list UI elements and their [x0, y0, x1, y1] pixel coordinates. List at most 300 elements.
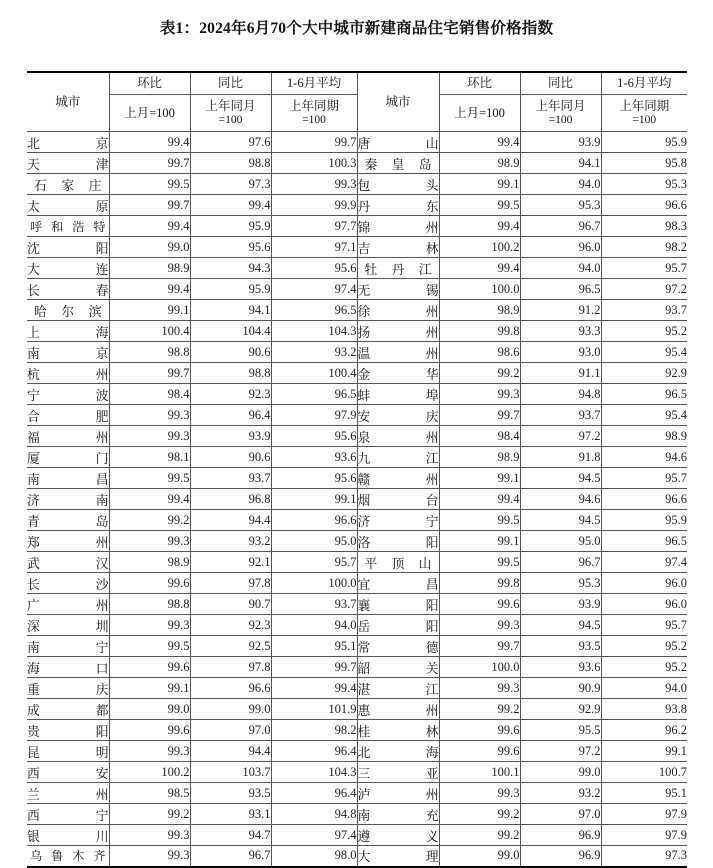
city-name-right: 扬州 — [357, 321, 439, 342]
city-name-right: 丹东 — [357, 195, 439, 216]
table-row — [27, 321, 687, 342]
avg-value-left: 96.4 — [271, 741, 357, 762]
avg-value-right: 98.9 — [601, 426, 687, 447]
table-row — [27, 741, 687, 762]
table-row — [27, 615, 687, 636]
city-name-right: 平顶山 — [357, 552, 439, 573]
yoy-value-left: 90.6 — [190, 342, 271, 363]
avg-value-left: 100.3 — [271, 153, 357, 174]
avg-value-right: 95.2 — [601, 636, 687, 657]
table-row — [27, 342, 687, 363]
city-name-left: 银川 — [27, 825, 109, 846]
mom-value-left: 99.1 — [109, 678, 190, 699]
yoy-value-left: 99.4 — [190, 195, 271, 216]
yoy-value-right: 93.5 — [520, 636, 601, 657]
yoy-value-left: 93.7 — [190, 468, 271, 489]
mom-value-right: 98.9 — [439, 300, 520, 321]
header-base-yoy-left-line2: =100 — [218, 113, 243, 126]
yoy-value-right: 91.1 — [520, 363, 601, 384]
yoy-value-right: 96.7 — [520, 216, 601, 237]
city-name-right: 牡丹江 — [357, 258, 439, 279]
avg-value-right: 96.0 — [601, 573, 687, 594]
yoy-value-right: 99.0 — [520, 762, 601, 783]
avg-value-right: 98.2 — [601, 237, 687, 258]
avg-value-right: 95.8 — [601, 153, 687, 174]
avg-value-right: 95.3 — [601, 174, 687, 195]
avg-value-left: 95.1 — [271, 636, 357, 657]
avg-value-left: 99.1 — [271, 489, 357, 510]
avg-value-right: 95.4 — [601, 342, 687, 363]
mom-value-right: 99.4 — [439, 258, 520, 279]
avg-value-right: 95.7 — [601, 468, 687, 489]
mom-value-left: 98.5 — [109, 783, 190, 804]
city-name-right: 泉州 — [357, 426, 439, 447]
mom-value-right: 99.3 — [439, 678, 520, 699]
yoy-value-right: 94.5 — [520, 468, 601, 489]
city-name-left: 南昌 — [27, 468, 109, 489]
header-base-mom-left: 上月=100 — [109, 95, 190, 132]
avg-value-right: 93.8 — [601, 699, 687, 720]
city-name-right: 北海 — [357, 741, 439, 762]
mom-value-right: 99.1 — [439, 468, 520, 489]
mom-value-left: 99.4 — [109, 279, 190, 300]
yoy-value-right: 91.2 — [520, 300, 601, 321]
avg-value-right: 98.3 — [601, 216, 687, 237]
yoy-value-left: 96.4 — [190, 405, 271, 426]
city-name-left: 杭州 — [27, 363, 109, 384]
city-name-right: 金华 — [357, 363, 439, 384]
city-name-right: 烟台 — [357, 489, 439, 510]
avg-value-right: 96.5 — [601, 531, 687, 552]
city-name-left: 大连 — [27, 258, 109, 279]
yoy-value-right: 94.6 — [520, 489, 601, 510]
mom-value-right: 99.4 — [439, 132, 520, 153]
table-row — [27, 195, 687, 216]
city-name-right: 泸州 — [357, 783, 439, 804]
avg-value-right: 94.0 — [601, 678, 687, 699]
table-row — [27, 846, 687, 867]
yoy-value-right: 94.8 — [520, 384, 601, 405]
mom-value-right: 99.3 — [439, 615, 520, 636]
mom-value-right: 98.9 — [439, 153, 520, 174]
mom-value-left: 99.4 — [109, 132, 190, 153]
mom-value-left: 99.5 — [109, 468, 190, 489]
yoy-value-right: 90.9 — [520, 678, 601, 699]
yoy-value-left: 98.8 — [190, 153, 271, 174]
table-row — [27, 636, 687, 657]
yoy-value-right: 94.0 — [520, 258, 601, 279]
yoy-value-right: 96.0 — [520, 237, 601, 258]
table-row — [27, 825, 687, 846]
mom-value-left: 98.4 — [109, 384, 190, 405]
city-name-right: 湛江 — [357, 678, 439, 699]
table-row — [27, 573, 687, 594]
mom-value-right: 99.1 — [439, 174, 520, 195]
mom-value-right: 100.2 — [439, 237, 520, 258]
mom-value-left: 99.6 — [109, 657, 190, 678]
table-row — [27, 447, 687, 468]
city-name-right: 洛阳 — [357, 531, 439, 552]
mom-value-right: 99.5 — [439, 195, 520, 216]
table-row — [27, 300, 687, 321]
avg-value-left: 98.0 — [271, 846, 357, 867]
mom-value-left: 98.8 — [109, 594, 190, 615]
mom-value-right: 99.8 — [439, 321, 520, 342]
mom-value-left: 99.2 — [109, 804, 190, 825]
city-name-right: 大理 — [357, 846, 439, 867]
yoy-value-left: 96.7 — [190, 846, 271, 867]
mom-value-right: 99.6 — [439, 720, 520, 741]
yoy-value-right: 93.9 — [520, 132, 601, 153]
city-name-left: 上海 — [27, 321, 109, 342]
header-base-avg-left — [271, 95, 357, 132]
city-name-left: 武汉 — [27, 552, 109, 573]
city-name-left: 南京 — [27, 342, 109, 363]
city-name-right: 温州 — [357, 342, 439, 363]
city-name-right: 南充 — [357, 804, 439, 825]
header-base-yoy-left-line1: 上年同月 — [205, 98, 256, 113]
header-base-mom-right: 上月=100 — [439, 95, 520, 132]
city-name-right: 韶关 — [357, 657, 439, 678]
yoy-value-left: 94.4 — [190, 741, 271, 762]
yoy-value-right: 96.9 — [520, 846, 601, 867]
city-name-left: 哈尔滨 — [27, 300, 109, 321]
table-row — [27, 363, 687, 384]
yoy-value-right: 93.0 — [520, 342, 601, 363]
yoy-value-right: 95.5 — [520, 720, 601, 741]
mom-value-left: 98.8 — [109, 342, 190, 363]
header-group-yoy-left: 同比 — [190, 72, 271, 95]
avg-value-right: 97.2 — [601, 279, 687, 300]
avg-value-left: 97.1 — [271, 237, 357, 258]
price-index-table — [27, 71, 687, 868]
avg-value-left: 95.6 — [271, 258, 357, 279]
city-name-right: 包头 — [357, 174, 439, 195]
avg-value-right: 95.1 — [601, 783, 687, 804]
city-name-right: 徐州 — [357, 300, 439, 321]
city-name-left: 西安 — [27, 762, 109, 783]
table-row — [27, 468, 687, 489]
yoy-value-left: 95.6 — [190, 237, 271, 258]
mom-value-left: 98.9 — [109, 258, 190, 279]
mom-value-left: 99.3 — [109, 741, 190, 762]
yoy-value-left: 92.3 — [190, 384, 271, 405]
mom-value-right: 99.3 — [439, 384, 520, 405]
table-row — [27, 531, 687, 552]
mom-value-right: 99.4 — [439, 489, 520, 510]
table-row — [27, 489, 687, 510]
table-row — [27, 153, 687, 174]
header-group-mom-right: 环比 — [439, 72, 520, 95]
mom-value-right: 99.0 — [439, 846, 520, 867]
mom-value-left: 99.0 — [109, 237, 190, 258]
header-group-mom-left: 环比 — [109, 72, 190, 95]
mom-value-right: 99.7 — [439, 405, 520, 426]
header-group-avg-left: 1-6月平均 — [271, 72, 357, 95]
header-base-yoy-right-line2: =100 — [548, 113, 573, 126]
avg-value-left: 101.9 — [271, 699, 357, 720]
city-name-right: 蚌埠 — [357, 384, 439, 405]
avg-value-right: 95.2 — [601, 657, 687, 678]
table-body — [27, 132, 687, 867]
yoy-value-left: 95.9 — [190, 216, 271, 237]
yoy-value-right: 96.9 — [520, 825, 601, 846]
mom-value-left: 99.3 — [109, 846, 190, 867]
city-name-right: 济宁 — [357, 510, 439, 531]
mom-value-right: 99.6 — [439, 594, 520, 615]
table-row — [27, 426, 687, 447]
avg-value-left: 96.5 — [271, 300, 357, 321]
avg-value-left: 97.4 — [271, 279, 357, 300]
mom-value-right: 99.6 — [439, 741, 520, 762]
city-name-left: 兰州 — [27, 783, 109, 804]
yoy-value-right: 94.5 — [520, 615, 601, 636]
yoy-value-right: 93.6 — [520, 657, 601, 678]
yoy-value-right: 97.2 — [520, 741, 601, 762]
avg-value-right: 96.5 — [601, 384, 687, 405]
avg-value-left: 97.9 — [271, 405, 357, 426]
mom-value-left: 99.2 — [109, 510, 190, 531]
city-name-left: 南宁 — [27, 636, 109, 657]
yoy-value-left: 97.6 — [190, 132, 271, 153]
yoy-value-right: 96.5 — [520, 279, 601, 300]
avg-value-right: 94.6 — [601, 447, 687, 468]
city-name-right: 三亚 — [357, 762, 439, 783]
mom-value-left: 99.1 — [109, 300, 190, 321]
mom-value-right: 100.0 — [439, 279, 520, 300]
header-base-yoy-right — [520, 95, 601, 132]
yoy-value-right: 95.3 — [520, 195, 601, 216]
mom-value-left: 99.5 — [109, 174, 190, 195]
avg-value-right: 96.6 — [601, 489, 687, 510]
mom-value-right: 98.9 — [439, 447, 520, 468]
city-name-left: 青岛 — [27, 510, 109, 531]
avg-value-left: 97.4 — [271, 825, 357, 846]
header-city-left: 城市 — [27, 72, 109, 132]
table-row — [27, 384, 687, 405]
yoy-value-left: 94.3 — [190, 258, 271, 279]
yoy-value-left: 90.7 — [190, 594, 271, 615]
avg-value-right: 95.7 — [601, 615, 687, 636]
mom-value-right: 99.8 — [439, 573, 520, 594]
city-name-left: 济南 — [27, 489, 109, 510]
table-row — [27, 552, 687, 573]
yoy-value-right: 97.0 — [520, 804, 601, 825]
mom-value-left: 99.6 — [109, 720, 190, 741]
yoy-value-left: 95.9 — [190, 279, 271, 300]
avg-value-left: 99.3 — [271, 174, 357, 195]
yoy-value-left: 93.1 — [190, 804, 271, 825]
yoy-value-left: 103.7 — [190, 762, 271, 783]
yoy-value-left: 99.0 — [190, 699, 271, 720]
city-name-left: 厦门 — [27, 447, 109, 468]
avg-value-right: 97.4 — [601, 552, 687, 573]
avg-value-right: 95.7 — [601, 258, 687, 279]
city-name-left: 乌鲁木齐 — [27, 846, 109, 867]
mom-value-right: 98.6 — [439, 342, 520, 363]
city-name-left: 天津 — [27, 153, 109, 174]
yoy-value-right: 93.9 — [520, 594, 601, 615]
yoy-value-left: 92.1 — [190, 552, 271, 573]
header-base-avg-left-line1: 上年同期 — [288, 98, 339, 113]
header-base-avg-right-line2: =100 — [632, 113, 657, 126]
yoy-value-right: 93.2 — [520, 783, 601, 804]
city-name-left: 太原 — [27, 195, 109, 216]
mom-value-left: 99.0 — [109, 699, 190, 720]
city-name-left: 福州 — [27, 426, 109, 447]
city-name-right: 宜昌 — [357, 573, 439, 594]
avg-value-right: 99.1 — [601, 741, 687, 762]
avg-value-right: 96.6 — [601, 195, 687, 216]
avg-value-left: 95.6 — [271, 468, 357, 489]
city-name-right: 常德 — [357, 636, 439, 657]
yoy-value-left: 104.4 — [190, 321, 271, 342]
mom-value-left: 99.7 — [109, 363, 190, 384]
avg-value-left: 96.6 — [271, 510, 357, 531]
avg-value-left: 93.6 — [271, 447, 357, 468]
mom-value-left: 99.3 — [109, 615, 190, 636]
table-row — [27, 405, 687, 426]
avg-value-right: 97.3 — [601, 846, 687, 867]
header-base-yoy-left — [190, 95, 271, 132]
mom-value-left: 99.3 — [109, 825, 190, 846]
table-row — [27, 804, 687, 825]
avg-value-right: 95.9 — [601, 132, 687, 153]
yoy-value-left: 96.8 — [190, 489, 271, 510]
yoy-value-right: 93.3 — [520, 321, 601, 342]
city-name-left: 深圳 — [27, 615, 109, 636]
city-name-left: 宁波 — [27, 384, 109, 405]
city-name-right: 惠州 — [357, 699, 439, 720]
mom-value-left: 100.4 — [109, 321, 190, 342]
table-row — [27, 762, 687, 783]
header-group-yoy-right: 同比 — [520, 72, 601, 95]
yoy-value-left: 98.8 — [190, 363, 271, 384]
avg-value-right: 96.0 — [601, 594, 687, 615]
avg-value-left: 95.0 — [271, 531, 357, 552]
avg-value-right: 97.9 — [601, 804, 687, 825]
yoy-value-left: 94.7 — [190, 825, 271, 846]
mom-value-right: 98.4 — [439, 426, 520, 447]
city-name-left: 呼和浩特 — [27, 216, 109, 237]
table-row — [27, 132, 687, 153]
city-name-left: 重庆 — [27, 678, 109, 699]
avg-value-right: 97.9 — [601, 825, 687, 846]
avg-value-left: 96.4 — [271, 783, 357, 804]
table-header — [27, 72, 687, 132]
yoy-value-left: 93.2 — [190, 531, 271, 552]
city-name-right: 岳阳 — [357, 615, 439, 636]
avg-value-left: 99.7 — [271, 657, 357, 678]
header-base-avg-right-line1: 上年同期 — [619, 98, 670, 113]
mom-value-right: 99.1 — [439, 531, 520, 552]
price-index-table-container — [27, 71, 686, 868]
avg-value-right: 95.2 — [601, 321, 687, 342]
table-row — [27, 258, 687, 279]
mom-value-left: 98.1 — [109, 447, 190, 468]
table-row — [27, 237, 687, 258]
city-name-right: 秦皇岛 — [357, 153, 439, 174]
mom-value-left: 100.2 — [109, 762, 190, 783]
mom-value-right: 99.3 — [439, 783, 520, 804]
avg-value-right: 95.4 — [601, 405, 687, 426]
mom-value-left: 99.3 — [109, 405, 190, 426]
city-name-right: 桂林 — [357, 720, 439, 741]
avg-value-right: 92.9 — [601, 363, 687, 384]
avg-value-left: 99.4 — [271, 678, 357, 699]
yoy-value-left: 97.8 — [190, 573, 271, 594]
table-row — [27, 174, 687, 195]
yoy-value-right: 96.7 — [520, 552, 601, 573]
city-name-left: 长沙 — [27, 573, 109, 594]
yoy-value-right: 93.7 — [520, 405, 601, 426]
mom-value-left: 99.7 — [109, 153, 190, 174]
city-name-right: 锦州 — [357, 216, 439, 237]
avg-value-right: 100.7 — [601, 762, 687, 783]
yoy-value-left: 97.0 — [190, 720, 271, 741]
mom-value-right: 99.2 — [439, 825, 520, 846]
avg-value-right: 93.7 — [601, 300, 687, 321]
yoy-value-left: 90.6 — [190, 447, 271, 468]
mom-value-right: 100.1 — [439, 762, 520, 783]
city-name-left: 石家庄 — [27, 174, 109, 195]
city-name-left: 沈阳 — [27, 237, 109, 258]
yoy-value-left: 97.3 — [190, 174, 271, 195]
avg-value-left: 100.4 — [271, 363, 357, 384]
mom-value-left: 99.3 — [109, 531, 190, 552]
city-name-right: 遵义 — [357, 825, 439, 846]
yoy-value-left: 93.5 — [190, 783, 271, 804]
table-row — [27, 510, 687, 531]
yoy-value-left: 92.3 — [190, 615, 271, 636]
city-name-left: 合肥 — [27, 405, 109, 426]
avg-value-right: 95.9 — [601, 510, 687, 531]
mom-value-left: 98.9 — [109, 552, 190, 573]
avg-value-left: 97.7 — [271, 216, 357, 237]
city-name-left: 贵阳 — [27, 720, 109, 741]
city-name-right: 吉林 — [357, 237, 439, 258]
avg-value-left: 94.8 — [271, 804, 357, 825]
table-row — [27, 678, 687, 699]
yoy-value-left: 92.5 — [190, 636, 271, 657]
mom-value-right: 99.5 — [439, 552, 520, 573]
yoy-value-right: 91.8 — [520, 447, 601, 468]
mom-value-right: 99.2 — [439, 363, 520, 384]
avg-value-left: 95.7 — [271, 552, 357, 573]
mom-value-right: 99.2 — [439, 699, 520, 720]
yoy-value-left: 94.4 — [190, 510, 271, 531]
avg-value-right: 96.2 — [601, 720, 687, 741]
mom-value-left: 99.4 — [109, 216, 190, 237]
city-name-left: 广州 — [27, 594, 109, 615]
mom-value-right: 99.7 — [439, 636, 520, 657]
yoy-value-right: 95.0 — [520, 531, 601, 552]
yoy-value-right: 94.1 — [520, 153, 601, 174]
yoy-value-left: 94.1 — [190, 300, 271, 321]
yoy-value-right: 95.3 — [520, 573, 601, 594]
city-name-left: 长春 — [27, 279, 109, 300]
city-name-right: 无锡 — [357, 279, 439, 300]
mom-value-left: 99.6 — [109, 573, 190, 594]
city-name-left: 郑州 — [27, 531, 109, 552]
table-row — [27, 720, 687, 741]
header-base-avg-right — [601, 95, 687, 132]
city-name-left: 西宁 — [27, 804, 109, 825]
avg-value-left: 104.3 — [271, 762, 357, 783]
mom-value-left: 99.7 — [109, 195, 190, 216]
mom-value-left: 99.4 — [109, 489, 190, 510]
mom-value-right: 99.4 — [439, 216, 520, 237]
